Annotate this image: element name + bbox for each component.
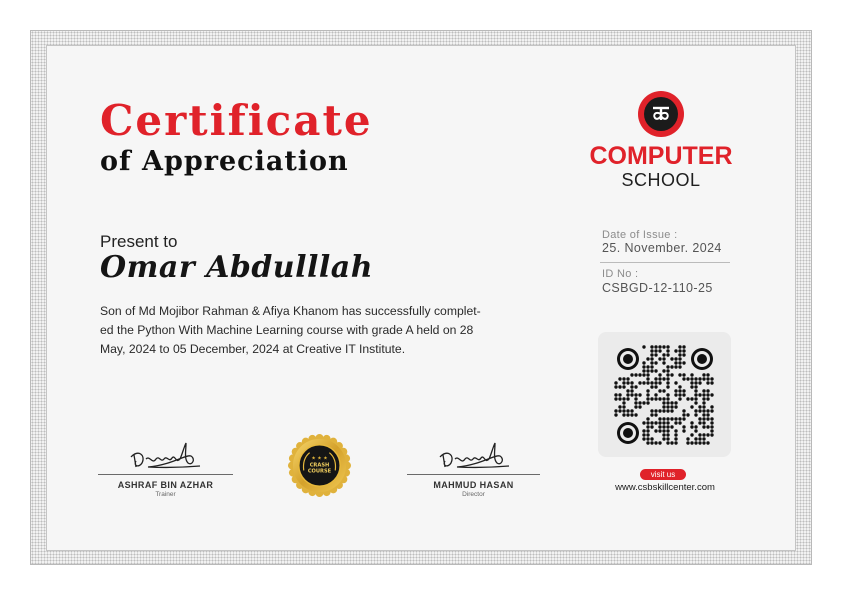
body-line: ed the Python With Machine Learning course with grade A held on 28	[100, 323, 474, 337]
svg-text:★ ★ ★: ★ ★ ★	[311, 455, 328, 462]
visit-us-badge: visit us	[640, 469, 686, 480]
body-line: May, 2024 to 05 December, 2024 at Creative IT Institute.	[100, 342, 406, 356]
issue-date-value: 25. November. 2024	[602, 241, 722, 255]
issue-date-label: Date of Issue :	[602, 229, 678, 241]
recipient-name: Omar Abdulllah	[100, 250, 374, 285]
signature-role: Director	[462, 491, 485, 498]
signature-name: MAHMUD HASAN	[433, 480, 514, 490]
badge-text-top: CRASH	[309, 462, 330, 469]
divider	[600, 262, 730, 263]
brand-name-secondary: SCHOOL	[621, 170, 701, 190]
website-link[interactable]: www.csbskillcenter.com	[615, 482, 715, 493]
present-label: Present to	[100, 232, 178, 251]
certificate-body	[100, 302, 550, 359]
signature-trainer-image	[128, 437, 204, 473]
qr-code-icon	[612, 344, 716, 446]
badge-text-bottom: COURSE	[307, 468, 332, 475]
qr-code-card[interactable]	[598, 332, 731, 457]
certificate-title: Certificate	[100, 96, 373, 145]
brand-logo	[638, 91, 684, 137]
bengali-ka-logo-icon	[644, 97, 678, 131]
body-line: Son of Md Mojibor Rahman & Afiya Khanom has successfully complet-	[100, 304, 481, 318]
signature-line	[407, 474, 540, 475]
id-value: CSBGD-12-110-25	[602, 281, 713, 295]
signature-director-image	[437, 437, 513, 473]
signature-role: Trainer	[155, 491, 176, 498]
signature-line	[98, 474, 233, 475]
certificate-subtitle: of Appreciation	[100, 146, 349, 177]
id-label: ID No :	[602, 268, 639, 280]
brand-name-primary: COMPUTER	[589, 142, 733, 170]
signature-name: ASHRAF BIN AZHAR	[117, 480, 214, 490]
crash-course-seal-icon	[287, 433, 352, 498]
